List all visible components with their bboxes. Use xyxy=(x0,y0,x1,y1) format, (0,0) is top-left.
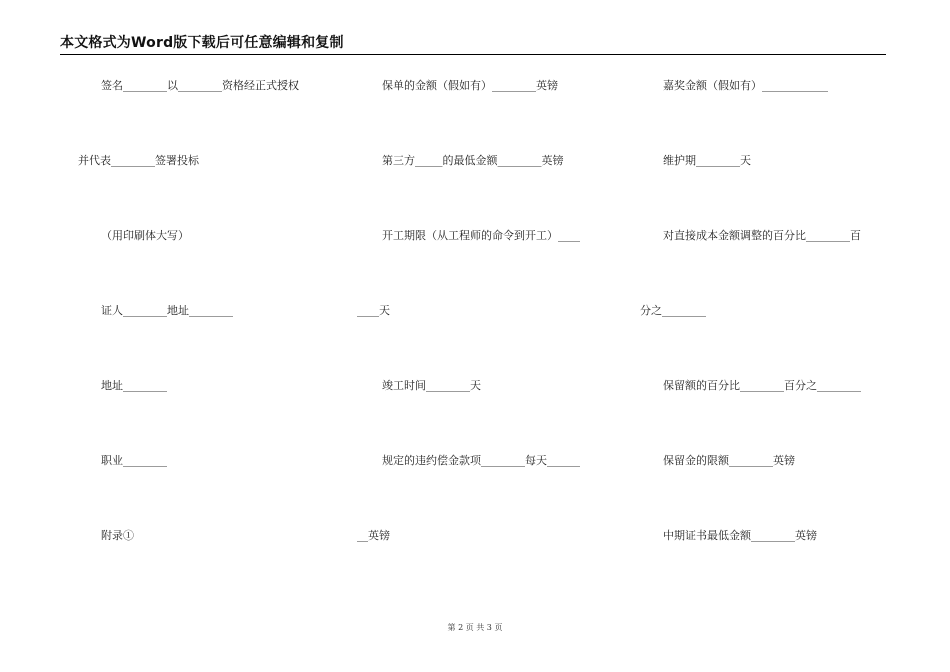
direct-cost-percent-line: 分之________ xyxy=(640,304,706,317)
representation-line: 并代表________签署投标 xyxy=(78,154,199,167)
liquidated-damages-line: 规定的违约偿金款项________每天______ xyxy=(382,454,580,467)
commencement-period-line: 开工期限（从工程师的命令到开工）____ xyxy=(382,229,580,242)
address-line: 地址________ xyxy=(101,379,167,392)
page-header-title: 本文格式为Word版下载后可任意编辑和复制 xyxy=(60,35,344,51)
page-number: 第 2 页 共 3 页 xyxy=(447,623,503,632)
third-party-minimum-line: 第三方_____的最低金额________英镑 xyxy=(382,154,564,167)
bonus-amount-line: 嘉奖金额（假如有）____________ xyxy=(663,79,828,92)
retention-percentage-line: 保留额的百分比________百分之________ xyxy=(663,379,861,392)
retention-limit-line: 保留金的限额________英镑 xyxy=(663,454,795,467)
print-capitals-note: （用印刷体大写） xyxy=(101,229,189,242)
commencement-days-line: ____天 xyxy=(357,304,390,317)
policy-amount-line: 保单的金额（假如有）________英镑 xyxy=(382,79,558,92)
interim-certificate-minimum-line: 中期证书最低金额________英镑 xyxy=(663,529,817,542)
appendix-label: 附录① xyxy=(101,529,134,542)
direct-cost-adjustment-line: 对直接成本金额调整的百分比________百 xyxy=(663,229,861,242)
completion-time-line: 竣工时间________天 xyxy=(382,379,481,392)
occupation-line: 职业________ xyxy=(101,454,167,467)
liquidated-damages-pounds-line: __英镑 xyxy=(357,529,390,542)
witness-line: 证人________地址________ xyxy=(101,304,233,317)
maintenance-period-line: 维护期________天 xyxy=(663,154,751,167)
page-header xyxy=(60,34,886,55)
signature-line: 签名________以________资格经正式授权 xyxy=(101,79,299,92)
